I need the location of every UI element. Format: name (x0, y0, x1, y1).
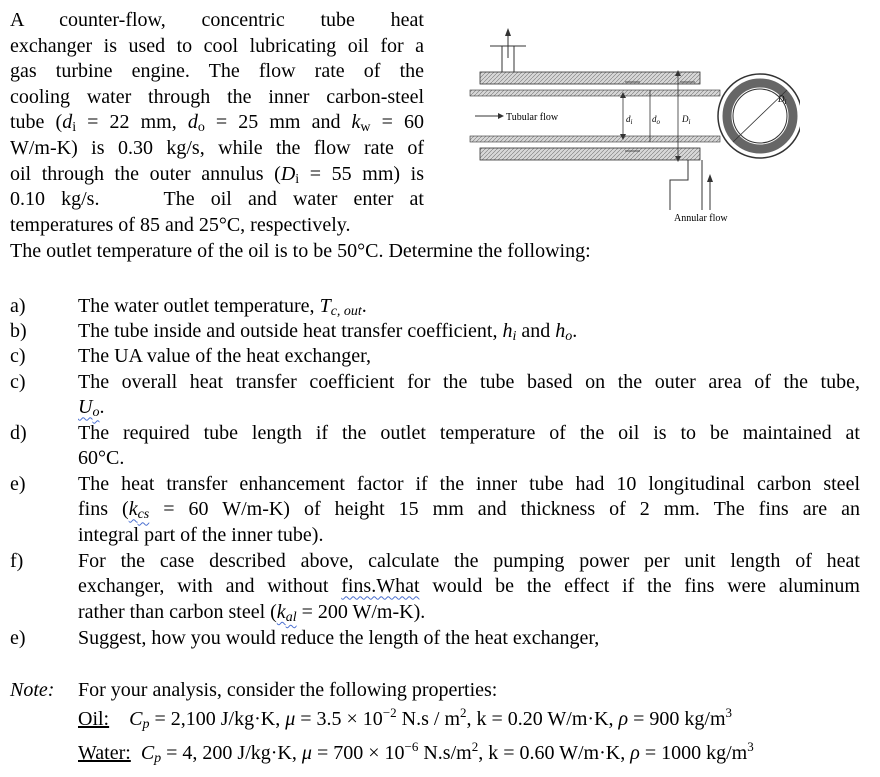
annular-flow-label: Annular flow (674, 213, 728, 224)
note-text: For your analysis, consider the following properties: (78, 679, 498, 701)
do-label: $d_o$ (652, 114, 660, 126)
tubular-flow-label: Tubular flow (506, 112, 559, 123)
intro-line: oil through the outer annulus ($D_i = 55$ mm) is (10, 162, 425, 187)
di-label: $d_i$ (626, 114, 633, 126)
intro-line: cooling water through the inner carbon-steel (10, 85, 424, 108)
heat-exchanger-diagram (440, 10, 800, 230)
oil-name: Oil: (78, 708, 110, 730)
note-label: Note: (10, 679, 55, 701)
oil-properties: Oil: $C_p = 2,100$ J/kg·K, $\mu = 3.5 \times 10^{-2}$ $N.s / m^2$, k = 0.20 W/m·K, ρ = 900 $kg/m^3$ (78, 705, 733, 732)
water-properties: Water: $C_p = 4$, 200 J/kg·K, $\mu = 700 \times 10^{-6}$ $N.s/m^2$, k = 0.60 W/m·K, ρ = 1000 $kg/m^3$ (78, 739, 754, 766)
note-line (10, 678, 498, 703)
circle-Di-label: $D_i$ (778, 94, 787, 106)
intro-line: gas turbine engine. The flow rate of the (10, 60, 424, 83)
intro-line: exchanger is used to cool lubricating oil for a (10, 34, 424, 57)
Di-label: $D_i$ (682, 114, 691, 126)
outer-shell-top (480, 72, 700, 84)
intro-line: tube ($d_i = 22$ mm, $d_o = 25$ mm and $k_w = 60$ (10, 111, 424, 136)
inner-tube-bottom (470, 136, 720, 142)
inner-tube-top (470, 90, 720, 96)
intro-line: 0.10 kg/s. The oil and water enter at (10, 188, 424, 211)
intro-line: temperatures of 85 and 25°C, respectively. (10, 213, 351, 236)
intro-line: W/m-K) is 0.30 kg/s, while the flow rate of (10, 136, 424, 159)
water-name: Water: (78, 742, 131, 764)
bottom-port (670, 160, 702, 210)
intro-paragraph (10, 8, 424, 238)
intro-last-line: The outlet temperature of the oil is to be 50°C. Determine the following: (10, 240, 591, 262)
outer-shell-bottom (480, 148, 700, 160)
intro-line: A counter-flow, concentric tube heat (10, 9, 424, 31)
